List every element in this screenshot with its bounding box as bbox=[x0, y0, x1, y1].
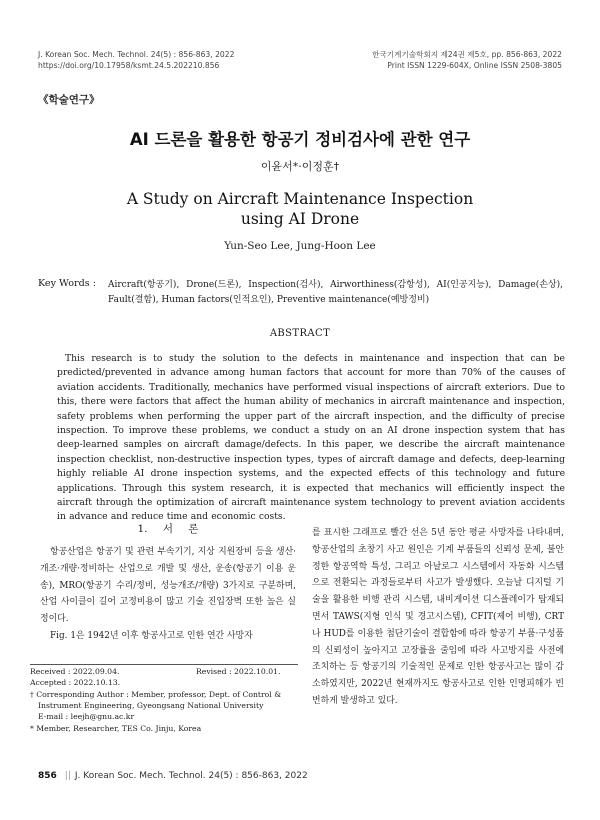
page-footer bbox=[38, 771, 308, 781]
paragraph: 항공산업은 항공기 및 관련 부속기기, 지상 지원장비 등을 생산·개조·개량·정비하는 산업으로 개발 및 생산, 운송(항공기 이용 운송), MRO(항공기 수리/정비, 성능개조/개량) 3가지로 구분하며, 산업 사이클이 길어 고정비용이 많고 기술 진입장벽 또한 높은 실정이다. bbox=[40, 547, 296, 625]
section-heading: 1. 서 론 bbox=[137, 523, 199, 535]
keywords-list: Aircraft(항공기), Drone(드론), Inspection(검사), Airworthiness(감항성), AI(인공지능), Damage(손상), Fault(결함), Human factors(인적요인), Preventive maintenance(예방정비) bbox=[108, 280, 563, 305]
abstract-text: This research is to study the solution to the defects in maintenance and inspection that can be predicted/prevented in advance among human factors that account for more than 70% of the causes of aviation accidents. Traditionally, mechanics have performed visual inspections of aircraft exteriors. Due to this, there were factors that affect the human ability of mechanics in aircraft maintenance and inspection, safety problems when performing the upper part of the aircraft inspection, and the difficulty of precise inspection. To improve these problems, we conduct a study on an AI drone inspection system that has deep-learned samples on aircraft damage/defects. In this paper, we describe the aircraft maintenance inspection checklist, non-destructive inspection types, types of aircraft damage and defects, deep-learning highly reliable AI drone inspection systems, and the expected effects of this technology and future applications. Through this system research, it is expected that mechanics will efficiently inspect the aircraft through the optimization of aircraft maintenance system technology to prevent aviation accidents in advance and reduce time and economic costs. bbox=[57, 353, 565, 523]
accepted-date: Accepted : 2022.10.13. bbox=[30, 678, 121, 687]
title-english-line1: A Study on Aircraft Maintenance Inspection bbox=[126, 190, 474, 208]
footnote-divider bbox=[30, 664, 298, 665]
received-date: Received : 2022.09.04. bbox=[30, 667, 120, 676]
footer-separator: || bbox=[64, 771, 71, 781]
paragraph: Fig. 1은 1942년 이후 항공사고로 인한 연간 사망자 bbox=[50, 630, 253, 641]
page-number: 856 bbox=[38, 771, 57, 781]
corresponding-author-note: † Corresponding Author : Member, professor, Dept. of Control & Instrument Engineering, Gyeongsang National University bbox=[30, 690, 282, 710]
authors-korean: 이윤서*·이정훈† bbox=[260, 160, 340, 173]
author-email[interactable]: E-mail : leejh@gnu.ac.kr bbox=[38, 712, 135, 721]
footer-journal: J. Korean Soc. Mech. Technol. 24(5) : 856-863, 2022 bbox=[74, 771, 308, 781]
header-journal-korean: 한국기계기술학회지 제24권 제5호, pp. 856-863, 2022 bbox=[372, 50, 562, 59]
right-column-body: 를 표시한 그래프로 빨간 선은 5년 동안 평균 사망자를 나타내며, 항공산업의 초창기 사고 원인은 기계 부품들의 신뢰성 문제, 불안정한 항공역학 특성, 그리고 아날로그 시스템에서 자동화 시스템으로 전환되는 과정들로부터 사고가 발생했다. 오늘날 디지털 기술을 활용한 비행 관리 시스템, 내비게이션 디스플레이가 탑재되면서 TAWS(지형 인식 및 경고시스템), CFIT(제어 비행), CRT나 HUD를 이용한 첨단기술이 결합함에 따라 항공기 부품·구성품의 신뢰성이 높아지고 고장률을 줄임에 따라 사고방지를 사전에 조치하는 등 항공기의 기술적인 문제로 인한 항공사고는 많이 감소하였지만, 2022년 현재까지도 항공사고로 인한 인명피해가 빈번하게 발생하고 있다. bbox=[312, 528, 564, 706]
header-issn: Print ISSN 1229-604X, Online ISSN 2508-3805 bbox=[387, 61, 562, 70]
title-english-line2: using AI Drone bbox=[240, 210, 360, 228]
title-korean: AI 드론을 활용한 항공기 정비검사에 관한 연구 bbox=[129, 130, 471, 149]
authors-english: Yun-Seo Lee, Jung-Hoon Lee bbox=[224, 240, 376, 252]
title-english bbox=[0, 189, 600, 229]
header-doi-link[interactable]: https://doi.org/10.17958/ksmt.24.5.202210.856 bbox=[38, 61, 220, 70]
revised-date: Revised : 2022.10.01. bbox=[196, 667, 281, 676]
member-note: * Member, Researcher, TES Co. Jinju, Korea bbox=[30, 724, 202, 733]
left-column-body bbox=[40, 544, 296, 645]
header-citation: J. Korean Soc. Mech. Technol. 24(5) : 856-863, 2022 bbox=[38, 50, 235, 59]
article-category: 《학술연구》 bbox=[38, 94, 100, 106]
abstract-heading: ABSTRACT bbox=[269, 328, 331, 339]
keywords-label: Key Words : bbox=[38, 278, 96, 289]
